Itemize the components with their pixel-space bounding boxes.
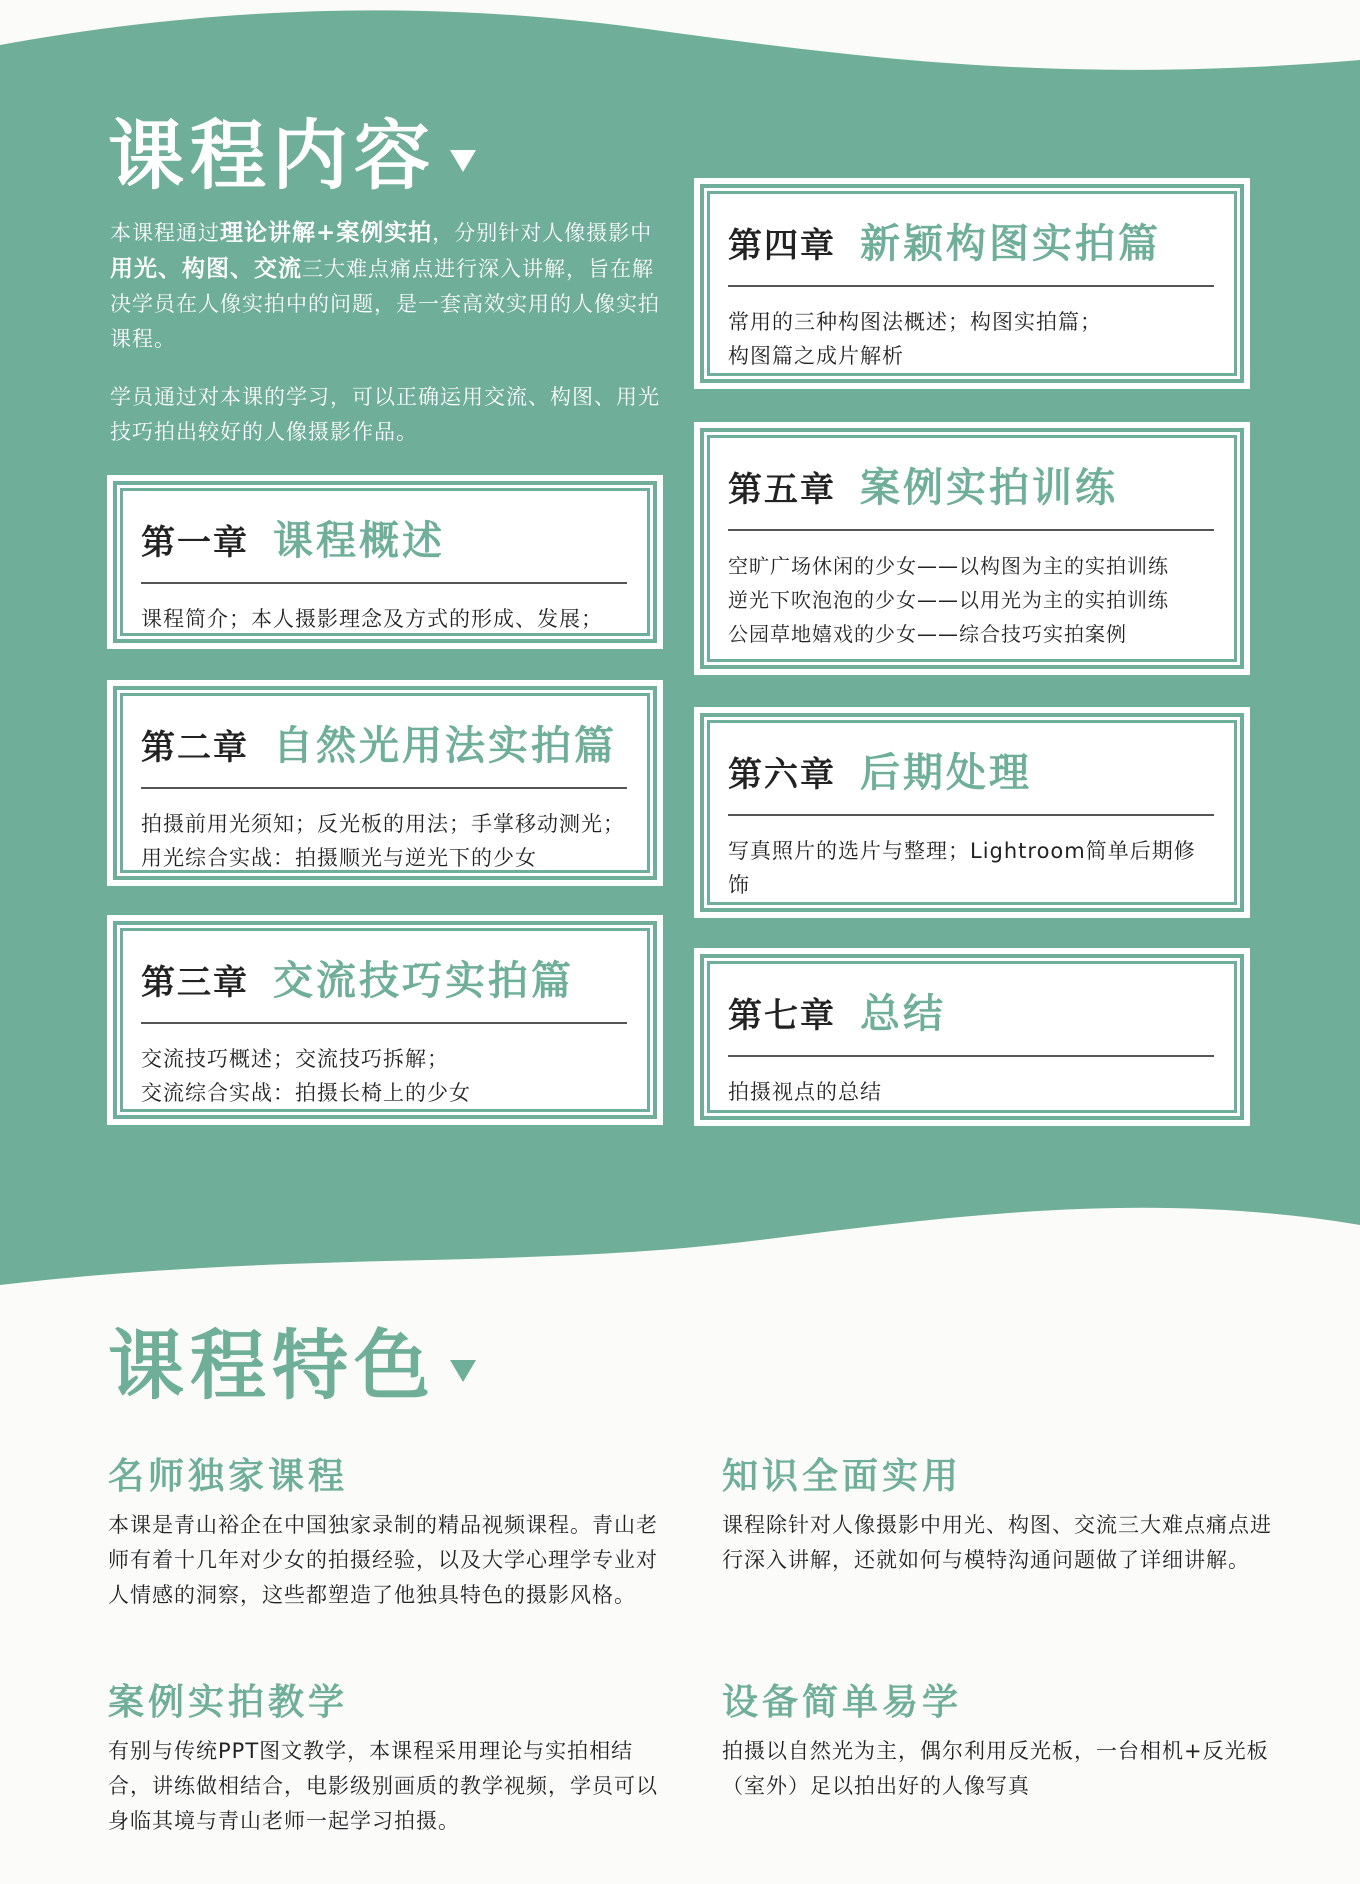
intro-text: ，分别针对人像摄影中 <box>432 221 653 245</box>
chapter-card-6 <box>697 710 1247 915</box>
chapter-card-4 <box>697 181 1247 386</box>
feature-description: 本课是青山裕企在中国独家录制的精品视频课程。青山老师有着十几年对少女的拍摄经验，以及大学心理学专业对人情感的洞察，这些都塑造了他独具特色的摄影风格。 <box>108 1513 658 1607</box>
chapter-card-7 <box>697 951 1247 1123</box>
chapter-description: 课程简介；本人摄影理念及方式的形成、发展； <box>141 607 603 631</box>
chapter-number: 第二章 <box>141 728 249 768</box>
chapter-number: 第四章 <box>728 226 836 266</box>
feature-description: 课程除针对人像摄影中用光、构图、交流三大难点痛点进行深入讲解，还就如何与模特沟通问题做了详细讲解。 <box>722 1513 1272 1572</box>
chapter-description: 拍摄视点的总结 <box>728 1080 882 1104</box>
chapter-name: 总结 <box>860 990 946 1037</box>
triangle-down-icon <box>450 1360 476 1382</box>
chapter-number: 第六章 <box>728 755 836 795</box>
chapter-description: 写真照片的选片与整理；Lightroom简单后期修饰 <box>728 839 1196 897</box>
feature-description: 拍摄以自然光为主，偶尔利用反光板，一台相机+反光板（室外）足以拍出好的人像写真 <box>722 1739 1269 1798</box>
intro-paragraph-1 <box>110 215 670 357</box>
intro-text: 三大难点痛点进行深入讲解，旨在解决学员在人像实拍中的问题，是一套高效实用的人像实拍课程。 <box>110 257 660 351</box>
intro-highlight: 用光、构图、交流 <box>110 255 302 282</box>
feature-item-4 <box>722 1681 1282 1804</box>
feature-title: 名师独家课程 <box>108 1455 349 1497</box>
divider <box>728 285 1214 287</box>
feature-title: 案例实拍教学 <box>108 1681 349 1723</box>
chapter-number: 第三章 <box>141 963 249 1003</box>
course-features-title: 课程特色 <box>108 1321 436 1410</box>
triangle-down-icon <box>450 150 476 172</box>
divider <box>728 814 1214 816</box>
course-content-title: 课程内容 <box>108 111 436 200</box>
chapter-number: 第五章 <box>728 470 836 510</box>
feature-item-2 <box>722 1455 1282 1578</box>
chapter-card-3 <box>110 918 660 1122</box>
course-content-heading <box>108 111 476 200</box>
chapter-card-1 <box>110 478 660 646</box>
chapter-name: 课程概述 <box>273 517 445 564</box>
feature-title: 知识全面实用 <box>722 1455 963 1497</box>
intro-highlight: 理论讲解+案例实拍 <box>220 219 433 246</box>
divider <box>728 529 1214 531</box>
chapter-description: 常用的三种构图法概述；构图实拍篇； 构图篇之成片解析 <box>728 310 1102 368</box>
feature-description: 有别与传统PPT图文教学，本课程采用理论与实拍相结合，讲练做相结合，电影级别画质的教学视频，学员可以身临其境与青山老师一起学习拍摄。 <box>108 1739 658 1833</box>
chapter-name: 自然光用法实拍篇 <box>273 722 617 769</box>
chapter-name: 交流技巧实拍篇 <box>273 957 574 1004</box>
chapter-name: 后期处理 <box>860 749 1032 796</box>
intro-text: 本课程通过 <box>110 221 220 245</box>
intro-paragraph-2: 学员通过对本课的学习，可以正确运用交流、构图、用光技巧拍出较好的人像摄影作品。 <box>110 385 660 444</box>
chapter-name: 新颖构图实拍篇 <box>860 220 1161 267</box>
feature-item-1 <box>108 1455 668 1613</box>
course-features-heading <box>108 1321 476 1410</box>
chapter-number: 第七章 <box>728 996 836 1036</box>
divider <box>141 787 627 789</box>
feature-title: 设备简单易学 <box>722 1681 963 1723</box>
chapter-card-2 <box>110 683 660 883</box>
chapter-number: 第一章 <box>141 523 249 563</box>
feature-item-3 <box>108 1681 668 1839</box>
divider <box>728 1055 1214 1057</box>
chapter-name: 案例实拍训练 <box>860 464 1118 511</box>
chapter-description: 拍摄前用光须知；反光板的用法；手掌移动测光；用光综合实战：拍摄顺光与逆光下的少女 <box>141 812 625 870</box>
chapter-description: 空旷广场休闲的少女——以构图为主的实拍训练 逆光下吹泡泡的少女——以用光为主的实拍训练 公园草地嬉戏的少女——综合技巧实拍案例 <box>728 554 1169 646</box>
divider <box>141 1022 627 1024</box>
chapter-card-5 <box>697 425 1247 672</box>
divider <box>141 582 627 584</box>
chapter-description: 交流技巧概述；交流技巧拆解； 交流综合实战：拍摄长椅上的少女 <box>141 1047 471 1105</box>
